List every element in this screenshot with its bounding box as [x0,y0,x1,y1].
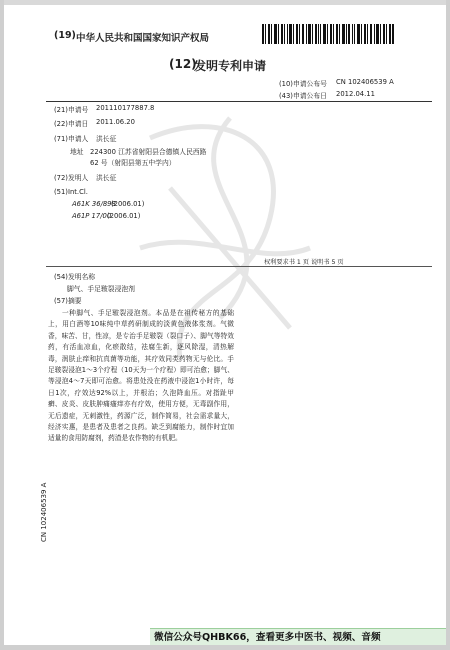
applicant-label: (71)申请人 [54,135,89,143]
viewer-frame-top [0,0,450,5]
viewer-frame-bottom [0,645,450,650]
address-line-1: 224300 江苏省射阳县合德镇人民西路 [90,148,207,156]
address-label: 地址 [70,148,84,156]
ipc-code-1: A61K 36/898 [72,200,116,208]
int-cl-label: (51)Int.Cl. [54,188,88,196]
pub-number: CN 102406539 A [336,78,394,86]
barcode [262,24,394,44]
viewer-frame-left [0,0,4,650]
pub-number-label: (10)申请公布号 [279,80,327,88]
filing-date: 2011.06.20 [96,118,135,126]
doc-type: 发明专利申请 [194,59,267,73]
ipc-date-2: (2006.01) [107,212,141,220]
app-number-label: (21)申请号 [54,106,89,114]
header-divider [46,101,432,102]
pub-date: 2012.04.11 [336,90,375,98]
abstract-text: 一种脚气、手足皲裂浸泡剂。本品是在祖传秘方的基础上，用白酒等10味纯中草药研制成的淡黄色液体浆剂。气微香，味苦、甘，性凉，是专治手足皲裂（裂口子）、脚气等特效药，有活血凉血，化瘀散结，祛腐生新，逐风除湿，清热解毒，润肤止痒和抗真菌等功能，其疗效同类药物无与伦比。手足皲裂浸泡1～3个疗程（10天为一个疗程）即可治愈；脚气、等浸泡4～7天即可治愈。将患处没在药液中浸泡1小时许，每日1次，疗效达92%以上，并根治；久泡降血压。对指趾甲癣、皮炎、皮肤肿痛瘙痒亦有疗效，使用方便，无毒副作用，无后遗症，无刺激性，药源广泛，制作简易，社会需求量大，经济实惠，是患者及患者之良药。缺乏到腐能力，制作时宜加适量的食用防腐剂，药渣是农作物的有机肥。 [48,309,234,443]
doc-type-code: (12) [169,57,197,71]
office-name: 中华人民共和国国家知识产权局 [76,33,210,44]
page-counts: 权利要求书 1 页 说明书 5 页 [264,259,344,266]
ipc-code-2: A61P 17/00 [72,212,112,220]
office-code: (19) [54,30,76,41]
pub-date-label: (43)申请公布日 [279,92,327,100]
abstract-label: (57)摘要 [54,297,82,305]
wechat-banner: 微信公众号QHBK66，查看更多中医书、视频、音频 [150,628,446,645]
viewer-frame-right [446,0,450,650]
app-number: 201110177887.8 [96,104,155,112]
section-divider [46,266,432,267]
inventor: 洪长征 [96,174,117,182]
title-label: (54)发明名称 [54,273,96,281]
inventor-label: (72)发明人 [54,174,89,182]
ipc-date-1: (2006.01) [111,200,145,208]
filing-date-label: (22)申请日 [54,120,89,128]
side-publication-number: CN 102406539 A [40,482,48,542]
applicant: 洪长征 [96,135,117,143]
invention-title: 脚气、手足皲裂浸泡剂 [67,285,135,293]
address-line-2: 62 号（射阳县第五中学内） [90,159,176,167]
